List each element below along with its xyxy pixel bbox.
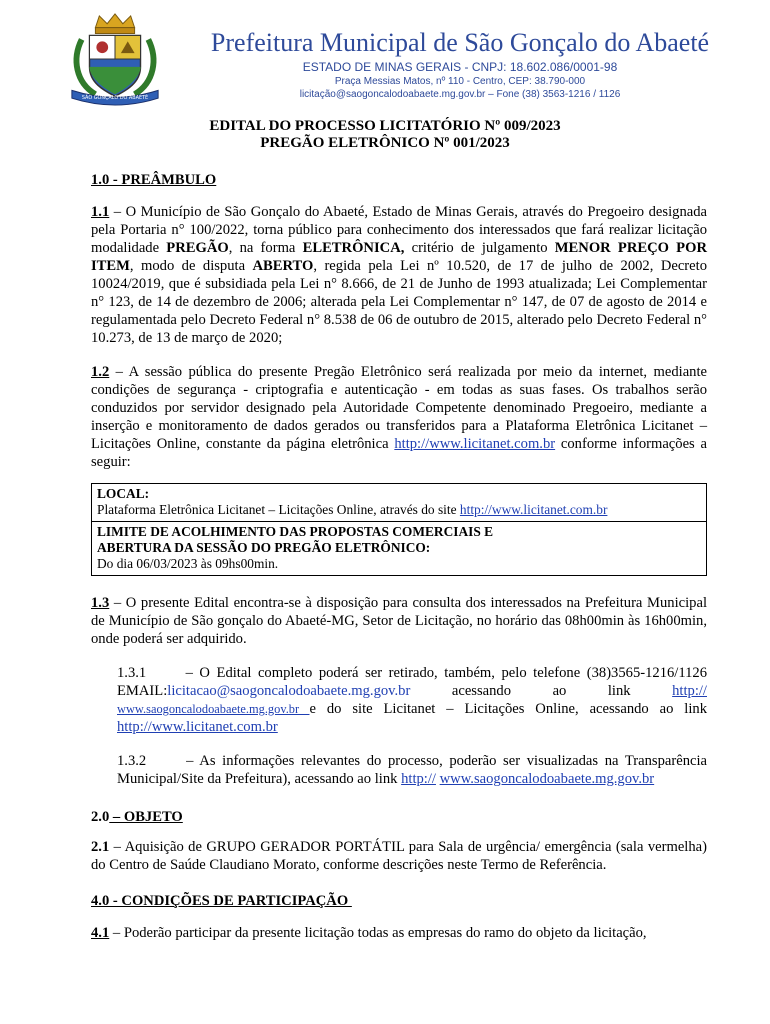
limit-label-1: LIMITE DE ACOLHIMENTO DAS PROPOSTAS COMERCIAIS E (97, 524, 494, 539)
clause-text: critério de julgamento (404, 240, 555, 256)
clause-number: 1.3.1 (117, 665, 147, 681)
clause-number: 1.1 (91, 204, 110, 220)
clause-number: 1.3 (91, 595, 110, 611)
bold-term: ELETRÔNICA, (302, 240, 405, 256)
municipality-title: Prefeitura Municipal de São Gonçalo do Abaeté (210, 28, 710, 57)
bold-term: PREGÃO (166, 240, 229, 256)
session-info-box (91, 483, 707, 576)
email-link[interactable]: licitacao@saogoncalodoabaete.mg.gov.br (167, 683, 411, 699)
clause-text: – Aquisição de GRUPO GERADOR PORTÁTIL para Sala de urgência/ emergência (sala vermelha) do Centro de Saúde Claudiano Morato, conforme descrições neste Termo de Referência. (91, 839, 707, 873)
clause-text: conforme informações a seguir: (91, 436, 707, 470)
local-text: Plataforma Eletrônica Licitanet – Licitações Online, através do site (97, 502, 460, 517)
section-number: 2.0 (91, 809, 110, 825)
limit-label-2: ABERTURA DA SESSÃO DO PREGÃO ELETRÔNICO: (97, 540, 431, 555)
section-heading-preambulo: 1.0 - PREÂMBULO (91, 172, 217, 188)
clause-text: – Poderão participar da presente licitação todas as empresas do ramo do objeto da licitação, (109, 925, 647, 941)
bold-term: MENOR PREÇO POR ITEM (91, 240, 707, 274)
clause-text: – O presente Edital encontra-se à disposição para consulta dos interessados na Prefeitura Municipal de Município de São gonçalo do Abaeté-MG, Setor de Licitação, no horário das 08h00min às 16h00min, onde poderá ser adquirido. (91, 595, 707, 647)
clause-text: – A sessão pública do presente Pregão Eletrônico será realizada por meio da internet, mediante condições de segurança - criptografia e autenticação - em todas as suas fases. Os trabalhos serão conduzidos por servidor designado pela Autoridade Competente denominado Pregoeiro, mediante a inserção e monitoramento de dados gerados ou transferidos para a Plataforma Eletrônica Licitanet – Licitações Online, constante da página eletrônica (91, 364, 707, 452)
contact-line: licitação@saogoncalodoabaete.mg.gov.br – Fone (38) 3563-1216 / 1126 (299, 89, 621, 100)
clause-text: , na forma (228, 240, 303, 256)
paragraph-1-3-1 (91, 664, 711, 736)
clause-text: , regida pela Lei nº 10.520, de 17 de julho de 2002, Decreto 10024/2019, que é subsidiada pela Lei n° 8.666, de 21 de Junho de 1993 atualizada; Lei Complementar n° 123, de 14 de dezembro de 2006; alterada pela Lei Complementar n° 147, de 07 de agosto de 2014 e regulamentada pelo Decreto Federal n° 8.538 de 06 de outubro de 2015, alterado pelo Decreto Federal n° 10.273, de 13 de março de 2020; (91, 258, 707, 346)
clause-text: – As informações relevantes do processo, poderão ser visualizadas na Transparência Municipal/Site da Prefeitura), acessando ao link (117, 753, 711, 787)
paragraph-1-3-2 (91, 752, 711, 788)
site-link-prefix[interactable]: http:// (672, 683, 707, 699)
clause-number: 4.1 (91, 925, 110, 941)
clause-text: – O Edital completo poderá ser retirado, também, pelo telefone (38)3565-1216/1126 EMAIL: (117, 665, 711, 699)
clause-text: , modo de disputa (129, 258, 253, 274)
section-title: – OBJETO (109, 809, 183, 825)
licitanet-link-2[interactable]: http://www.licitanet.com.br (117, 719, 278, 735)
paragraph-1-1 (91, 203, 707, 347)
licitanet-link[interactable]: http://www.licitanet.com.br (394, 436, 556, 452)
state-cnpj-line: ESTADO DE MINAS GERAIS - CNPJ: 18.602.086/0001-98 (302, 60, 618, 74)
document-body (91, 171, 711, 942)
pregao-title: PREGÃO ELETRÔNICO Nº 001/2023 (260, 135, 510, 151)
clause-text: acessando ao link (410, 683, 673, 699)
section-heading-objeto (91, 808, 707, 826)
box-row-local (92, 484, 706, 521)
local-label: LOCAL: (97, 486, 150, 501)
section-heading-condicoes: 4.0 - CONDIÇÕES DE PARTICIPAÇÃO (91, 893, 352, 909)
transparency-link-prefix[interactable]: http:// (401, 771, 436, 787)
clause-number: 2.1 (91, 839, 110, 855)
letterhead (190, 28, 730, 101)
paragraph-1-3 (91, 594, 707, 648)
clause-number: 1.2 (91, 364, 110, 380)
transparency-link[interactable]: www.saogoncalodoabaete.mg.gov.br (439, 771, 655, 787)
paragraph-2-1 (91, 838, 707, 874)
box-licitanet-link[interactable]: http://www.licitanet.com.br (459, 502, 608, 517)
address-line: Praça Messias Matos, nº 110 - Centro, CEP: 38.790-000 (334, 76, 586, 87)
crest-banner-text: SÃO GONÇALO DO ABAETÉ (81, 95, 149, 102)
document-title (0, 118, 770, 152)
paragraph-1-2 (91, 363, 707, 471)
site-link[interactable]: www.saogoncalodoabaete.mg.gov.br (117, 702, 310, 716)
municipal-crest (66, 10, 164, 108)
paragraph-4-1 (91, 924, 707, 942)
bold-term: ABERTO (252, 258, 314, 274)
clause-number: 1.3.2 (117, 753, 147, 769)
edital-title: EDITAL DO PROCESSO LICITATÓRIO Nº 009/2023 (209, 118, 561, 134)
clause-text: – O Município de São Gonçalo do Abaeté, Estado de Minas Gerais, através do Pregoeiro designada pela Portaria n° 100/2022, torna público para conhecimento dos interessados que fará realizar licitação modalidade (91, 204, 707, 256)
clause-text: e do site Licitanet – Licitações Online, acessando ao link (309, 701, 707, 717)
limit-date: Do dia 06/03/2023 às 09hs00min. (97, 556, 279, 571)
box-row-limit (92, 521, 706, 575)
